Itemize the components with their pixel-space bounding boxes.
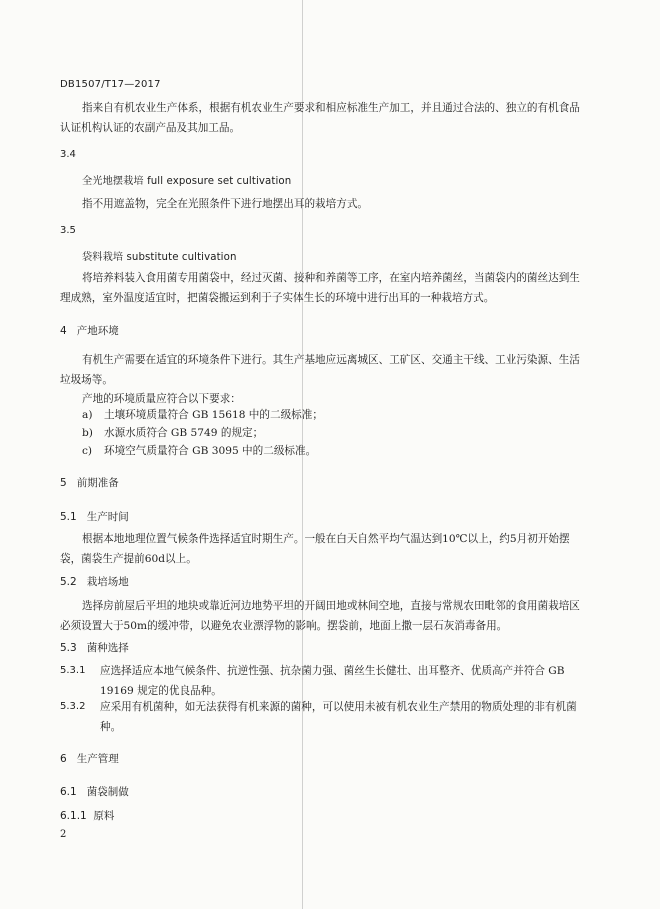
section-6-1-number: 6.1 [60,786,77,798]
section-5-number: 5 [60,477,67,489]
term-3-4: 全光地摆栽培 full exposure set cultivation [82,176,292,187]
section-4-paragraph-2: 产地的环境质量应符合以下要求： [82,393,241,405]
intro-paragraph: 指来自有机农业生产体系，根据有机农业生产要求和相应标准生产加工，并且通过合法的、独立的有机食品认证机构认证的农副产品及其加工品。 [60,102,580,134]
list-item-b [82,425,263,440]
section-3-4-number: 3.4 [60,149,76,160]
list-item-b-text: 水源水质符合 GB 5749 的规定； [104,427,264,439]
list-item-c [82,443,316,458]
section-6-1-heading [60,784,129,799]
list-item-a [82,407,323,422]
section-5-title: 前期准备 [76,477,119,489]
section-5-2-number: 5.2 [60,576,77,588]
list-item-c-text: 环境空气质量符合 GB 3095 中的二级标准。 [104,445,317,457]
definition-3-5: 将培养料装入食用菌专用菌袋中，经过灭菌、接种和养菌等工序，在室内培养菌丝，当菌袋内的菌丝达到生理成熟，室外温度适宜时，把菌袋搬运到利于子实体生长的环境中进行出耳的一种栽培方式。 [60,272,580,304]
section-5-heading [60,475,119,490]
list-item-a-text: 土壤环境质量符合 GB 15618 中的二级标准； [104,409,323,421]
section-6-1-1-number: 6.1.1 [60,810,87,822]
section-5-3-number: 5.3 [60,642,77,654]
section-4-title: 产地环境 [76,325,119,337]
section-6-1-1-heading [60,808,114,823]
doc-code-header: DB1507/T17—2017 [60,79,161,90]
section-5-2-title: 栽培场地 [86,576,129,588]
section-6-heading [60,751,119,766]
section-5-1-number: 5.1 [60,511,77,523]
term-3-5: 袋料栽培 substitute cultivation [82,252,237,263]
section-3-5-number: 3.5 [60,225,76,236]
list-item-a-label: a) [82,409,93,421]
section-5-1-heading [60,509,129,524]
section-4-paragraph-1: 有机生产需要在适宜的环境条件下进行。其生产基地应远离城区、工矿区、交通主干线、工业污染源、生活垃圾场等。 [60,354,580,386]
clause-5-3-2-number: 5.3.2 [60,701,86,712]
section-5-1-title: 生产时间 [86,511,129,523]
section-4-number: 4 [60,325,67,337]
definition-3-4: 指不用遮盖物，完全在光照条件下进行地摆出耳的栽培方式。 [82,198,369,210]
section-5-3-heading [60,640,129,655]
section-6-title: 生产管理 [76,753,119,765]
section-4-heading [60,323,119,338]
section-6-number: 6 [60,753,67,765]
clause-5-3-1-number: 5.3.1 [60,665,86,676]
list-item-c-label: c) [82,445,93,457]
clause-5-3-1-text: 应选择适应本地气候条件、抗逆性强、抗杂菌力强、菌丝生长健壮、出耳整齐、优质高产并符合 GB 19169 规定的优良品种。 [100,665,565,697]
section-5-2-heading [60,574,129,589]
section-5-2-paragraph: 选择房前屋后平坦的地块或靠近河边地势平坦的开阔田地或林间空地，直接与常规农田毗邻的食用菌栽培区必须设置大于50m的缓冲带，以避免农业漂浮物的影响。摆袋前，地面上撒一层石灰消毒备用。 [60,600,580,632]
section-5-3-title: 菌种选择 [86,642,129,654]
list-item-b-label: b) [82,427,93,439]
page-number: 2 [60,829,67,840]
section-6-1-title: 菌袋制做 [86,786,129,798]
section-5-1-paragraph: 根据本地地理位置气候条件选择适宜时期生产。一般在白天自然平均气温达到10℃以上，约5月初开始摆袋，菌袋生产提前60d以上。 [60,533,570,565]
section-6-1-1-title: 原料 [93,810,115,822]
clause-5-3-2-text: 应采用有机菌种，如无法获得有机来源的菌种，可以使用未被有机农业生产禁用的物质处理的非有机菌种。 [100,701,577,733]
